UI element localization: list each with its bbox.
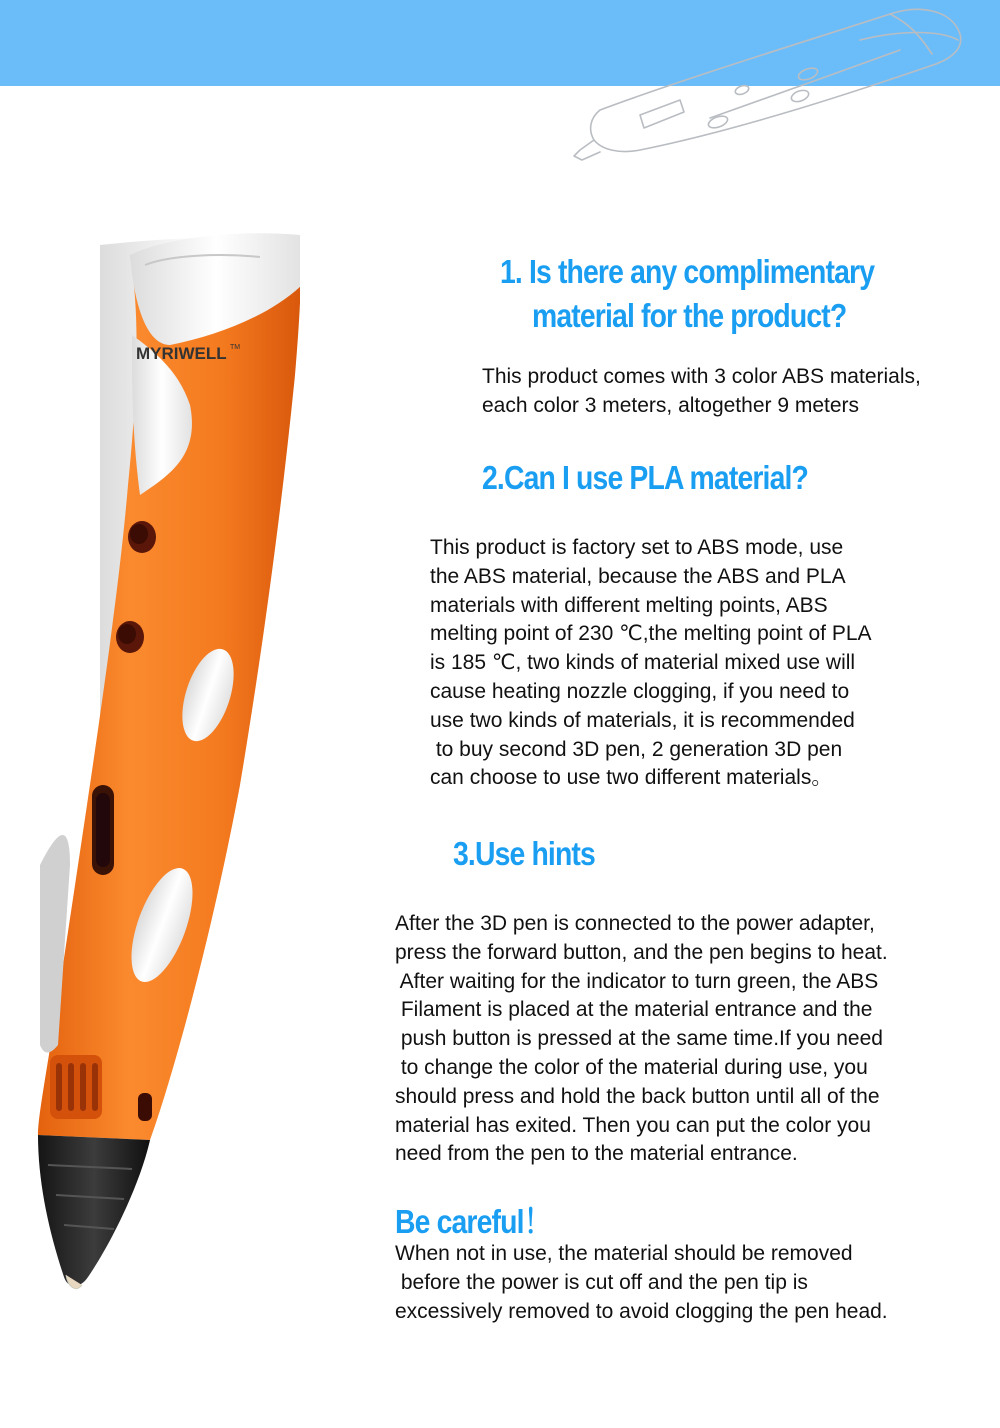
section-2-title: 2.Can I use PLA material? <box>482 459 809 496</box>
section-3-body: After the 3D pen is connected to the power adapter, press the forward button, and the pen begins to heat. After waiting for the indicator to turn green, the ABS Filament is placed at the material entrance and the push button is pressed at the same time.If you need to change the color of the material during use, you should press and hold the back button until all of the material has exited. Then you can put the color you need from the pen to the material entrance. <box>395 912 888 1166</box>
section-1-title-line2: material for the product? <box>532 297 847 334</box>
section-4-body: When not in use, the material should be removed before the power is cut off and the pen tip is excessively removed to avoid clogging the pen head. <box>395 1242 888 1323</box>
section-4-title: Be careful！ <box>395 1203 552 1240</box>
pen-sketch-illustration <box>560 0 1000 180</box>
pen-logo: MYRIWELL <box>136 344 227 363</box>
section-1-title-line1: 1. Is there any complimentary <box>500 253 875 290</box>
section-1-body: This product comes with 3 color ABS materials, each color 3 meters, altogether 9 meters <box>482 365 921 417</box>
3d-pen-photo <box>20 225 300 1305</box>
section-2-body: This product is factory set to ABS mode, use the ABS material, because the ABS and PLA materials with different melting points, ABS melting point of 230 ℃,the melting point of PLA is 185 ℃, two kinds of material mixed use will cause heating nozzle clogging, if you need to use two kinds of materials, it is recommended to buy second 3D pen, 2 generation 3D pen can choose to use two different materials。 <box>430 536 872 790</box>
pen-logo-mark: TM <box>230 344 241 351</box>
section-3-title: 3.Use hints <box>453 835 595 872</box>
